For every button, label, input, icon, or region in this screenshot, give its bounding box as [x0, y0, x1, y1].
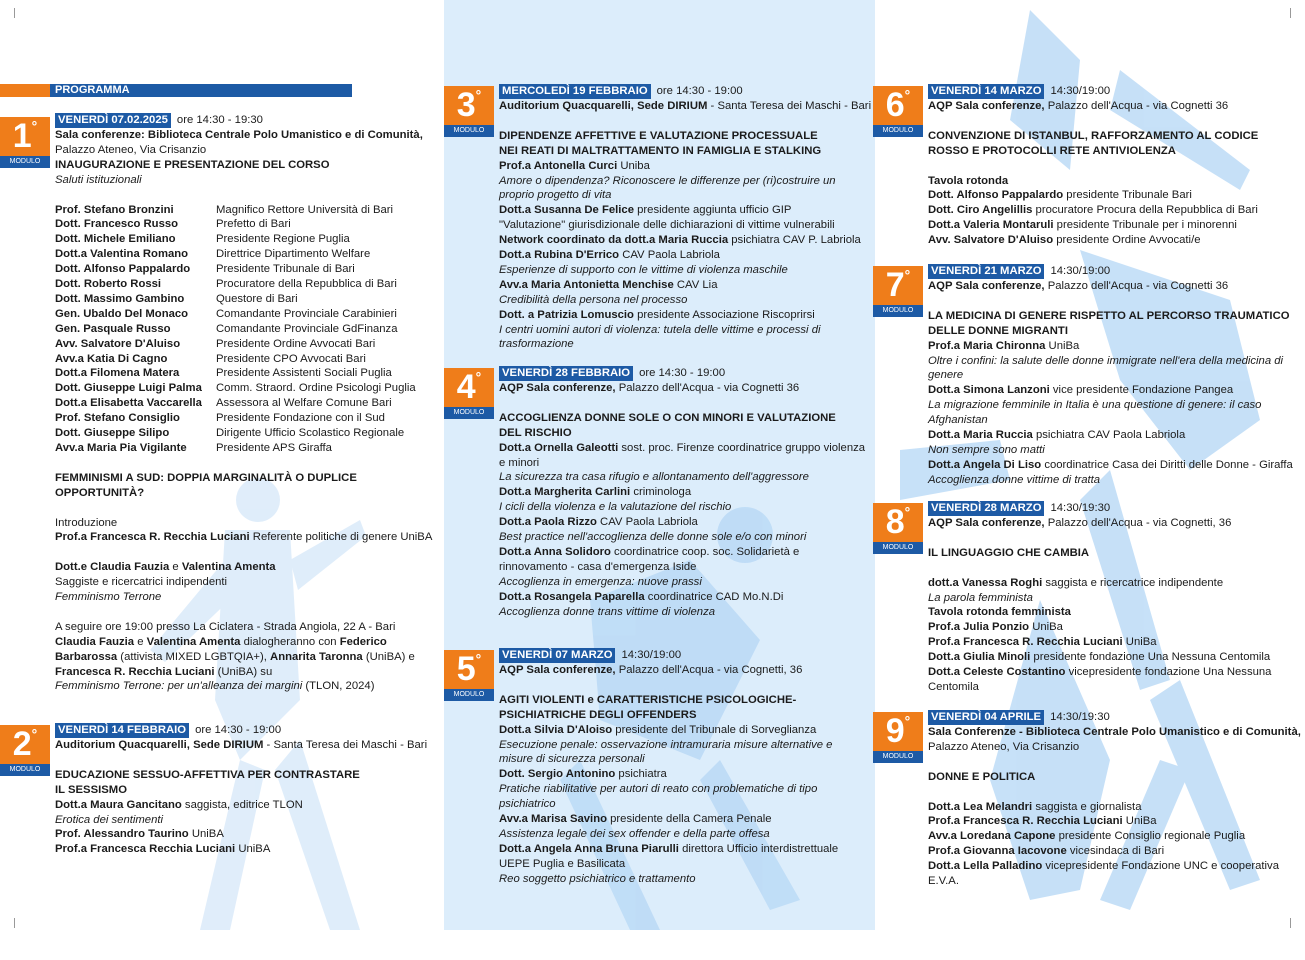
module-date: VENERDÌ 21 MARZO [928, 264, 1044, 279]
program-line: Avv.a Marisa Savino presidente della Camera Penale [499, 813, 772, 826]
speaker-row [55, 396, 432, 411]
module-header [928, 84, 1110, 99]
program-line: dott.a Vanessa Roghi saggista e ricercatrice indipendente [928, 576, 1224, 589]
module-time: 14:30/19:30 [1050, 502, 1111, 514]
speaker-name: Prof. Stefano Consiglio [55, 412, 180, 425]
speaker-role: Procuratore della Repubblica di Bari [216, 278, 397, 291]
program-line: Pratiche riabilitative per autori di reato con problematiche di tipo [499, 783, 818, 796]
program-line: Prof. Alessandro Taurino UniBA [55, 828, 224, 841]
program-line: Avv.a Maria Antonietta Menchise CAV Lia [499, 278, 718, 291]
speaker-name: Prof. Stefano Bronzini [55, 203, 174, 216]
program-line: Dott. Sergio Antonino psichiatra [499, 768, 667, 781]
speaker-name: Gen. Pasquale Russo [55, 322, 171, 335]
crop-mark [1290, 918, 1291, 928]
speaker-row [55, 352, 432, 367]
module-badge: 3° MODULO [444, 86, 494, 138]
program-line: trasformazione [499, 338, 574, 351]
speaker-row [55, 381, 432, 396]
module-date: VENERDÌ 07 MARZO [499, 648, 615, 663]
program-line: Dott.a Celeste Costantino vicepresidente fondazione Una Nessuna [928, 666, 1272, 679]
crop-mark [14, 8, 15, 18]
program-line: Dott.a Rubina D'Errico CAV Paola Labriola [499, 249, 720, 262]
program-line: Erotica dei sentimenti [55, 813, 163, 826]
program-line: La migrazione femminile in Italia è una questione di genere: il caso [928, 399, 1262, 412]
speaker-role: Comandante Provinciale GdFinanza [216, 322, 398, 335]
module-date: VENERDÌ 04 APRILE [928, 710, 1044, 725]
speaker-row [55, 426, 432, 441]
program-line: Tavola rotonda femminista [928, 606, 1071, 619]
speakers-list [55, 203, 432, 456]
program-line: Tavola rotonda [928, 174, 1009, 187]
program-line: Dott.a Margherita Carlini criminologa [499, 486, 692, 499]
program-line: Dott. Ciro Angelillis procuratore Procura della Repubblica di Bari [928, 204, 1258, 217]
speaker-name: Dott.a Valentina Romano [55, 248, 189, 261]
crop-mark [14, 918, 15, 928]
module-time: 14:30/19:00 [1050, 85, 1111, 97]
module-body: AQP Sala conferenze, Palazzo dell'Acqua - via Cognetti, 36 IL LINGUAGGIO CHE CAMBIA dott.a Vanessa Roghi saggista e ricercatrice indipendente La parola femminista Tavola rotonda femminista Prof.a Julia Ponzio UniBa Prof.a Francesca R. Recchia Luciani UniBa Dott.a Giulia Minoli presidente fondazione Una Nessuna Centomila Dott.a Celeste Costantino vicepresidente fondazione Una Nessuna Centomila [928, 517, 1272, 693]
program-line: Oltre i confini: la salute delle donne immigrate nell'era della medicina di [928, 354, 1284, 367]
speaker-role: Presidente APS Giraffa [216, 442, 332, 455]
program-line: Prof.a Julia Ponzio UniBa [928, 621, 1063, 634]
module-title: INAUGURAZIONE E PRESENTAZIONE DEL CORSO [55, 158, 330, 171]
module-time: ore 14:30 - 19:00 [656, 85, 743, 97]
module-body: Auditorium Quacquarelli, Sede DIRIUM - Santa Teresa dei Maschi - Bari DIPENDENZE AFFETTIVE E VALUTAZIONE PROCESSUALE NEI REATI DI MALTRATTAMENTO IN FAMIGLIA E STALKING Prof.a Antonella Curci Uniba Amore o dipendenza? Riconoscere le differenze per (ri)costruire un proprio progetto di vita Dott.a Susanna De Felice presidente aggiunta ufficio GIP "Valutazione" giurisdizionale delle dichiarazioni di vittime vulnerabili Network coordinato da dott.a Maria Ruccia psichiatra CAV P. Labriola Dott.a Rubina D'Errico CAV Paola Labriola Esperienze di supporto con le vittime di violenza maschile Avv.a Maria Antonietta Menchise CAV Lia Credibilità della persona nel processo Dott. a Patrizia Lomuscio presidente Associazione Riscoprirsi I centri uomini autori di violenza: tutela delle vittime e processi di trasformazione [499, 100, 872, 351]
program-line: I centri uomini autori di violenza: tutela delle vittime e processi di [499, 323, 821, 336]
speaker-role: Questore di Bari [216, 292, 298, 305]
program-line: Accoglienza donne trans vittime di violenza [499, 605, 716, 618]
module-title: DONNE E POLITICA [928, 770, 1036, 783]
speaker-name: Dott. Roberto Rossi [55, 278, 162, 291]
program-line: Dott.a Anna Solidoro coordinatrice coop. soc. Solidarietà e [499, 545, 800, 558]
program-line: genere [928, 369, 964, 382]
module-time: ore 14:30 - 19:00 [195, 724, 282, 736]
module-body: AQP Sala conferenze, Palazzo dell'Acqua - via Cognetti 36 CONVENZIONE DI ISTANBUL, RAFFORZAMENTO AL CODICE ROSSO E PROTOCOLLI RETE ANTIVIOLENZA Tavola rotonda Dott. Alfonso Pappalardo presidente Tribunale Bari Dott. Ciro Angelillis procuratore Procura della Repubblica di Bari Dott.a Valeria Montaruli presidente Tribunale per i minorenni Avv. Salvatore D'Aluiso presidente Ordine Avvocati/e [928, 100, 1259, 247]
module-header [928, 710, 1110, 725]
program-line: Credibilità della persona nel processo [499, 293, 688, 306]
program-line: UEPE Puglia e Basilicata [499, 857, 626, 870]
program-line: E.V.A. [928, 875, 959, 888]
module-badge: 5° MODULO [444, 650, 494, 702]
speaker-role: Direttrice Dipartimento Welfare [216, 248, 371, 261]
speaker-row [55, 203, 432, 218]
program-line: Network coordinato da dott.a Maria Ruccia psichiatra CAV P. Labriola [499, 234, 861, 247]
program-line: La sicurezza tra casa rifugio e allontanamento dell'aggressore [499, 471, 809, 484]
module-header [499, 648, 681, 663]
program-line: Esecuzione penale: osservazione intramuraria misure alternative e [499, 738, 833, 751]
module-title: ACCOGLIENZA DONNE SOLE O CON MINORI E VALUTAZIONE [499, 411, 836, 424]
speaker-row [55, 411, 432, 426]
program-line: Dott. Alfonso Pappalardo presidente Tribunale Bari [928, 189, 1192, 202]
program-line: Dott. a Patrizia Lomuscio presidente Associazione Riscoprirsi [499, 308, 815, 321]
module-title: LA MEDICINA DI GENERE RISPETTO AL PERCORSO TRAUMATICO [928, 309, 1290, 322]
program-line: Dott.a Giulia Minoli presidente fondazione Una Nessuna Centomila [928, 651, 1271, 664]
module-header [928, 501, 1110, 516]
module-date: VENERDÌ 07.02.2025 [55, 113, 171, 128]
program-line: Dott.a Ornella Galeotti sost. proc. Firenze coordinatrice gruppo violenza [499, 441, 866, 454]
program-line: Dott.a Angela Di Liso coordinatrice Casa dei Diritti delle Donne - Giraffa [928, 458, 1293, 471]
program-line: e minori [499, 456, 540, 469]
module-header [55, 113, 263, 128]
program-line: Dott.a Angela Anna Bruna Piarulli direttora Ufficio interdistrettuale [499, 842, 839, 855]
module-date: MERCOLEDÌ 19 FEBBRAIO [499, 84, 651, 99]
speaker-role: Assessora al Welfare Comune Bari [216, 397, 392, 410]
speaker-role: Presidente CPO Avvocati Bari [216, 352, 366, 365]
speaker-name: Dott. Giuseppe Silipo [55, 427, 170, 440]
speaker-name: Dott. Massimo Gambino [55, 292, 185, 305]
program-line: Prof.a Antonella Curci Uniba [499, 159, 650, 172]
program-line: rinnovamento - casa d'emergenza Iside [499, 560, 697, 573]
module-title: AGITI VIOLENTI e CARATTERISTICHE PSICOLOGICHE- [499, 693, 797, 706]
module-header [499, 84, 743, 99]
module-title: DIPENDENZE AFFETTIVE E VALUTAZIONE PROCESSUALE [499, 129, 818, 142]
speaker-name: Dott. Giuseppe Luigi Palma [55, 382, 202, 395]
speaker-row [55, 441, 432, 456]
crop-mark [1290, 8, 1291, 18]
program-line: Dott.a Paola Rizzo CAV Paola Labriola [499, 516, 698, 529]
module-badge: 6° MODULO [873, 86, 923, 138]
module-date: VENERDÌ 14 FEBBRAIO [55, 723, 189, 738]
program-line: proprio progetto di vita [499, 189, 612, 202]
speaker-row [55, 366, 432, 381]
program-line: misure di sicurezza personali [499, 753, 645, 766]
speaker-row [55, 337, 432, 352]
speaker-row [55, 307, 432, 322]
program-line: La parola femminista [928, 591, 1033, 604]
speaker-row [55, 217, 432, 232]
speaker-name: Gen. Ubaldo Del Monaco [55, 307, 189, 320]
speaker-role: Presidente Regione Puglia [216, 233, 350, 246]
module-badge: 1° MODULO [0, 117, 50, 169]
program-line: Prof.a Giovanna Iacovone vicesindaca di Bari [928, 845, 1165, 858]
speaker-name: Avv. Salvatore D'Aluiso [55, 337, 181, 350]
speaker-role: Dirigente Ufficio Scolastico Regionale [216, 427, 405, 440]
speaker-role: Presidente Ordine Avvocati Bari [216, 337, 376, 350]
speaker-row [55, 247, 432, 262]
module-title: IL LINGUAGGIO CHE CAMBIA [928, 546, 1090, 559]
program-line: "Valutazione" giurisdizionale delle dichiarazioni di vittime vulnerabili [499, 219, 835, 232]
module-date: VENERDÌ 28 MARZO [928, 501, 1044, 516]
program-line: Centomila [928, 680, 979, 693]
program-line: I cicli della violenza e la valutazione del rischio [499, 501, 732, 514]
module-time: 14:30/19:00 [1050, 265, 1111, 277]
program-line: Avv.a Loredana Capone presidente Consiglio regionale Puglia [928, 830, 1246, 843]
program-line: psichiatrico [499, 798, 556, 811]
program-line: Dott.a Susanna De Felice presidente aggiunta ufficio GIP [499, 204, 792, 217]
module-body: Auditorium Quacquarelli, Sede DIRIUM - Santa Teresa dei Maschi - Bari EDUCAZIONE SESSUO-AFFETTIVA PER CONTRASTARE IL SESSISMO Dott.a Maura Gancitano saggista, editrice TLON Erotica dei sentimenti Prof. Alessandro Taurino UniBA Prof.a Francesca Recchia Luciani UniBA [55, 739, 428, 856]
program-line: Dott.a Maria Ruccia psichiatra CAV Paola Labriola [928, 429, 1186, 442]
module-header [499, 366, 725, 381]
module-title: EDUCAZIONE SESSUO-AFFETTIVA PER CONTRASTARE [55, 768, 360, 781]
speaker-role: Presidente Assistenti Sociali Puglia [216, 367, 392, 380]
speaker-name: Dott.a Filomena Matera [55, 367, 180, 380]
program-line: Non sempre sono matti [928, 443, 1045, 456]
speaker-row [55, 277, 432, 292]
speaker-row [55, 322, 432, 337]
program-line: Dott.a Silvia D'Aloiso presidente del Tribunale di Sorveglianza [499, 723, 817, 736]
module-badge: 9° MODULO [873, 712, 923, 764]
module-body: Sala conferenze: Biblioteca Centrale Polo Umanistico e di Comunità, Palazzo Ateneo, Via Crisanzio INAUGURAZIONE E PRESENTAZIONE DEL CORSO Saluti istituzionali Prof. Stefano Bronzini Magnifico Rettore Università di Bari Dott. Francesco Russo Prefetto di Bari Dott. Michele Emiliano Presidente Regione Puglia Dott.a Valentina Romano Direttrice Dipartimento Welfare Dott. Alfonso Pappalardo Presidente Tribunale di Bari Dott. Roberto Rossi Procuratore della Repubblica di Bari Dott. Massimo Gambino Questore di Bari Gen. Ubaldo Del Monaco Comandante Provinciale Carabinieri Gen. Pasquale Russo Comandante Provinciale GdFinanza Avv. Salvatore D'Aluiso Presidente Ordine Avvocati Bari Avv.a Katia Di Cagno Presidente CPO Avvocati Bari Dott.a Filomena Matera Presidente Assistenti Sociali Puglia Dott. Giuseppe Luigi Palma Comm. Straord. Ordine Psicologi Puglia Dott.a Elisabetta Vaccarella Assessora al Welfare Comune Bari Prof. Stefano Consiglio Presidente Fondazione con il Sud Dott. Giuseppe Silipo Dirigente Ufficio Scolastico Regionale Avv.a Maria Pia Vigilante Presidente APS Giraffa FEMMINISMI A SUD: DOPPIA MARGINALITÀ O DUPLICE OPPORTUNITÀ? Introduzione Prof.a Francesca R. Recchia Luciani Referente politiche di genere UniBA Dott.e Claudia Fauzia e Valentina Amenta Saggiste e ricercatrici indipendenti Femminismo Terrone A seguire ore 19:00 presso La Ciclatera - Strada Angiola, 22 A - Bari Claudia Fauzia e Valentina Amenta dialogheranno con Federico Barbarossa (attivista MIXED LGBTQIA+), Annarita Taronna (UniBA) e Francesca R. Recchia Luciani (UniBA) su Femminismo Terrone: per un'alleanza dei margini (TLON, 2024) [55, 129, 433, 693]
speaker-role: Presidente Fondazione con il Sud [216, 412, 385, 425]
speaker-role: Comandante Provinciale Carabinieri [216, 307, 397, 320]
program-line: Prof.a Francesca R. Recchia Luciani UniBa [928, 815, 1157, 828]
program-line: Avv. Salvatore D'Aluiso presidente Ordine Avvocati/e [928, 234, 1201, 247]
module-date: VENERDÌ 14 MARZO [928, 84, 1044, 99]
module-body: AQP Sala conferenze, Palazzo dell'Acqua - via Cognetti, 36 AGITI VIOLENTI e CARATTERISTICHE PSICOLOGICHE- PSICHIATRICHE DEGLI OFFENDERS Dott.a Silvia D'Aloiso presidente del Tribunale di Sorveglianza Esecuzione penale: osservazione intramuraria misure alternative e misure di sicurezza personali Dott. Sergio Antonino psichiatra Pratiche riabilitative per autori di reato con problematiche di tipo psichiatrico Avv.a Marisa Savino presidente della Camera Penale Assistenza legale dei sex offender e della parte offesa Dott.a Angela Anna Bruna Piarulli direttora Ufficio interdistrettuale UEPE Puglia e Basilicata Reo soggetto psichiatrico e trattamento [499, 664, 839, 885]
program-line: Dott.a Maura Gancitano saggista, editrice TLON [55, 798, 303, 811]
module-badge: 4° MODULO [444, 368, 494, 420]
program-header-bar: PROGRAMMA [0, 84, 352, 97]
module-body: AQP Sala conferenze, Palazzo dell'Acqua - via Cognetti 36 ACCOGLIENZA DONNE SOLE O CON MINORI E VALUTAZIONE DEL RISCHIO Dott.a Ornella Galeotti sost. proc. Firenze coordinatrice gruppo violenza e minori La sicurezza tra casa rifugio e allontanamento dell'aggressore Dott.a Margherita Carlini criminologa I cicli della violenza e la valutazione del rischio Dott.a Paola Rizzo CAV Paola Labriola Best practice nell'accoglienza delle donne sole e/o con minori Dott.a Anna Solidoro coordinatrice coop. soc. Solidarietà e rinnovamento - casa d'emergenza Iside Accoglienza in emergenza: nuove prassi Dott.a Rosangela Paparella coordinatrice CAD Mo.N.Di Accoglienza donne trans vittime di violenza [499, 382, 866, 618]
module-body: Sala Conferenze - Biblioteca Centrale Polo Umanistico e di Comunità, Palazzo Ateneo, Via Crisanzio DONNE E POLITICA Dott.a Lea Melandri saggista e giornalista Prof.a Francesca R. Recchia Luciani UniBa Avv.a Loredana Capone presidente Consiglio regionale Puglia Prof.a Giovanna Iacovone vicesindaca di Bari Dott.a Lella Palladino vicepresidente Fondazione UNC e cooperativa E.V.A. [928, 726, 1301, 888]
module-badge: 2° MODULO [0, 725, 50, 777]
program-line: Afghanistan [928, 414, 988, 427]
program-line: Dott.a Lea Melandri saggista e giornalista [928, 800, 1142, 813]
module-header [928, 264, 1110, 279]
program-line: Best practice nell'accoglienza delle donne sole e/o con minori [499, 531, 807, 544]
speaker-name: Dott. Alfonso Pappalardo [55, 263, 191, 276]
speaker-name: Dott. Francesco Russo [55, 218, 179, 231]
program-line: Dott.a Rosangela Paparella coordinatrice CAD Mo.N.Di [499, 590, 784, 603]
program-line: Reo soggetto psichiatrico e trattamento [499, 872, 696, 885]
speaker-row [55, 262, 432, 277]
program-line: Accoglienza donne vittime di tratta [928, 473, 1101, 486]
module-time: ore 14:30 - 19:00 [639, 367, 726, 379]
speaker-name: Avv.a Maria Pia Vigilante [55, 442, 187, 455]
speaker-role: Comm. Straord. Ordine Psicologi Puglia [216, 382, 416, 395]
module-badge: 8° MODULO [873, 503, 923, 555]
speaker-role: Magnifico Rettore Università di Bari [216, 203, 394, 216]
module-body: AQP Sala conferenze, Palazzo dell'Acqua - via Cognetti 36 LA MEDICINA DI GENERE RISPETTO AL PERCORSO TRAUMATICO DELLE DONNE MIGRANTI Prof.a Maria Chironna UniBa Oltre i confini: la salute delle donne immigrate nell'era della medicina di genere Dott.a Simona Lanzoni vice presidente Fondazione Pangea La migrazione femminile in Italia è una questione di genere: il caso Afghanistan Dott.a Maria Ruccia psichiatra CAV Paola Labriola Non sempre sono matti Dott.a Angela Di Liso coordinatrice Casa dei Diritti delle Donne - Giraffa Accoglienza donne vittime di tratta [928, 280, 1293, 486]
speaker-name: Dott.a Elisabetta Vaccarella [55, 397, 202, 410]
speaker-row [55, 232, 432, 247]
module-time: 14:30/19:00 [621, 649, 682, 661]
speaker-name: Avv.a Katia Di Cagno [55, 352, 168, 365]
program-line: Accoglienza in emergenza: nuove prassi [499, 575, 702, 588]
program-line: Dott.a Lella Palladino vicepresidente Fondazione UNC e cooperativa [928, 860, 1279, 873]
module-title: CONVENZIONE DI ISTANBUL, RAFFORZAMENTO AL CODICE [928, 129, 1259, 142]
program-line: Prof.a Maria Chironna UniBa [928, 339, 1080, 352]
speaker-role: Presidente Tribunale di Bari [216, 263, 355, 276]
module-badge: 7° MODULO [873, 266, 923, 318]
program-line: Assistenza legale dei sex offender e della parte offesa [499, 827, 770, 840]
speaker-role: Prefetto di Bari [216, 218, 291, 231]
module-time: ore 14:30 - 19:30 [176, 114, 263, 126]
speaker-name: Dott. Michele Emiliano [55, 233, 176, 246]
program-line: Amore o dipendenza? Riconoscere le differenze per (ri)costruire un [499, 174, 836, 187]
module-header [55, 723, 281, 738]
program-line: Dott.a Valeria Montaruli presidente Tribunale per i minorenni [928, 219, 1237, 232]
speaker-row [55, 292, 432, 307]
program-line: Esperienze di supporto con le vittime di violenza maschile [499, 263, 788, 276]
program-line: Prof.a Francesca Recchia Luciani UniBA [55, 843, 271, 856]
program-line: Dott.a Simona Lanzoni vice presidente Fondazione Pangea [928, 384, 1234, 397]
program-line: Prof.a Francesca R. Recchia Luciani UniBa [928, 636, 1157, 649]
module-date: VENERDÌ 28 FEBBRAIO [499, 366, 633, 381]
module-time: 14:30/19:30 [1050, 711, 1110, 723]
